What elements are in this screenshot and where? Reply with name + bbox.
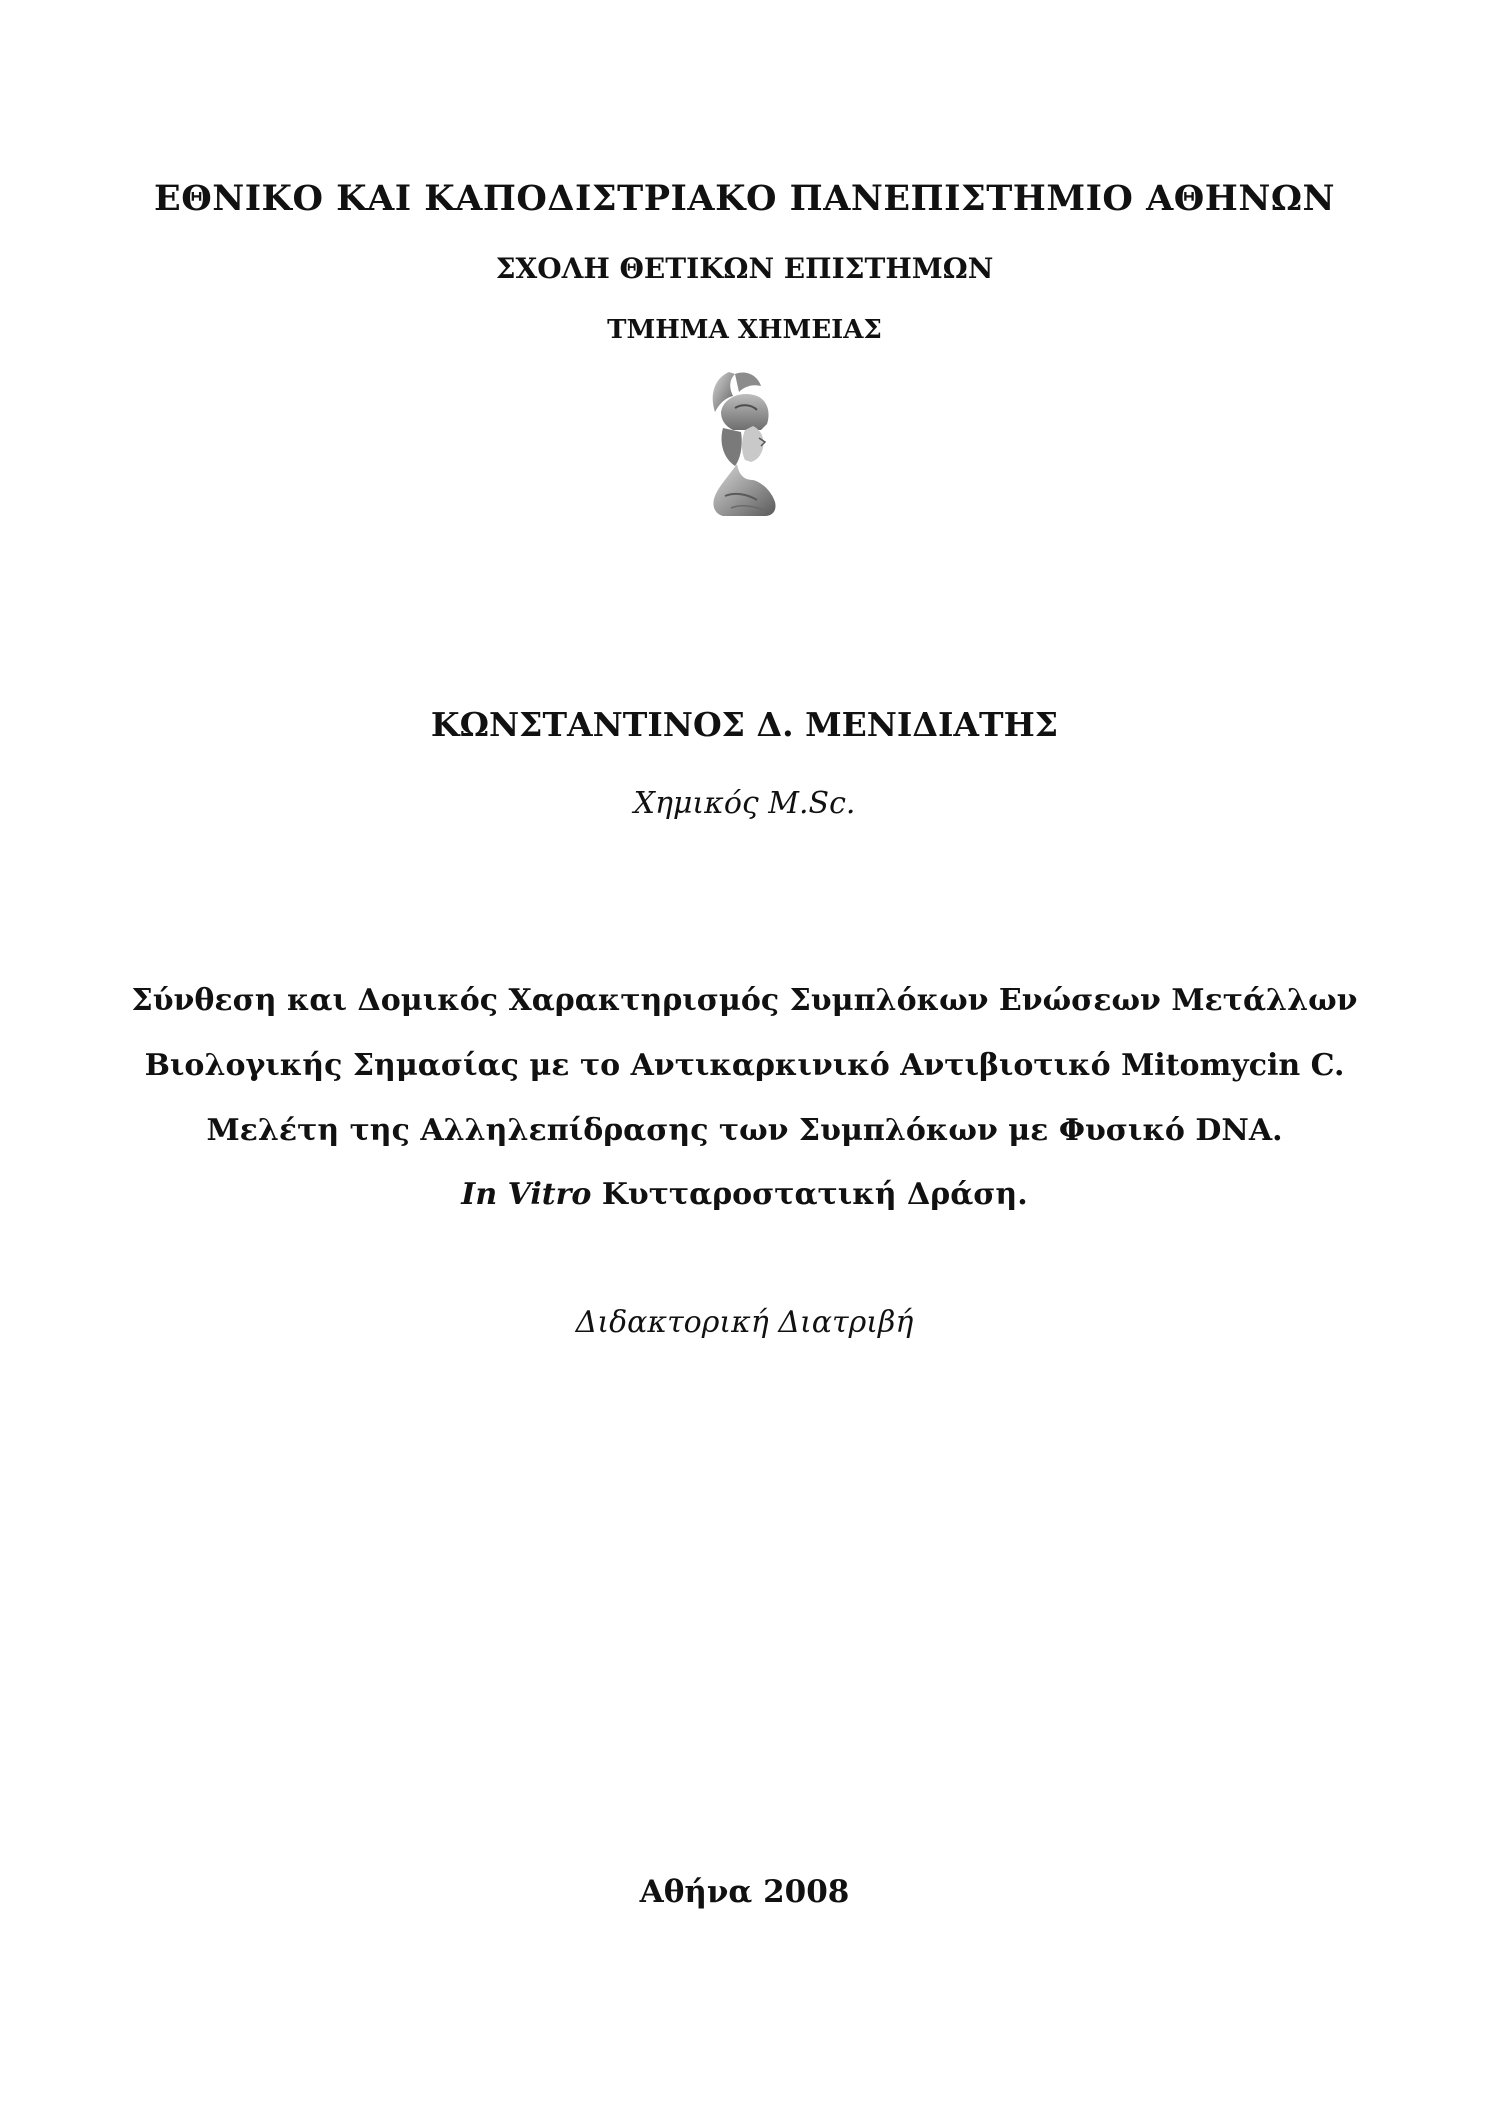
school-name: ΣΧΟΛΗ ΘΕΤΙΚΩΝ ΕΠΙΣΤΗΜΩΝ bbox=[495, 252, 994, 285]
thesis-type: Διδακτορική Διατριβή bbox=[575, 1305, 914, 1340]
thesis-title-line-4 bbox=[0, 1177, 1489, 1212]
thesis-title-line-2: Βιολογικής Σημασίας με το Αντικαρκινικό Αντιβιοτικό Mitomycin C. bbox=[144, 1048, 1345, 1083]
department-name: ΤΜΗΜΑ ΧΗΜΕΙΑΣ bbox=[607, 315, 882, 345]
author-degree: Χημικός M.Sc. bbox=[633, 786, 856, 821]
thesis-title-line-3: Μελέτη της Αλληλεπίδρασης των Συμπλόκων με Φυσικό DNA. bbox=[206, 1113, 1283, 1148]
in-vitro-text: In Vitro bbox=[461, 1177, 592, 1212]
author-name: ΚΩΝΣΤΑΝΤΙΝΟΣ Δ. ΜΕΝΙΔΙΑΤΗΣ bbox=[430, 705, 1059, 744]
thesis-title-line-1: Σύνθεση και Δομικός Χαρακτηρισμός Συμπλόκων Ενώσεων Μετάλλων bbox=[131, 983, 1358, 1018]
university-name: ΕΘΝΙΚΟ ΚΑΙ ΚΑΠΟΔΙΣΤΡΙΑΚΟ ΠΑΝΕΠΙΣΤΗΜΙΟ ΑΘΗΝΩΝ bbox=[154, 178, 1335, 219]
place-and-date: Αθήνα 2008 bbox=[639, 1874, 850, 1910]
athena-head-emblem-icon bbox=[701, 368, 793, 518]
thesis-title-line-4-rest: Κυτταροστατική Δράση. bbox=[591, 1177, 1028, 1212]
